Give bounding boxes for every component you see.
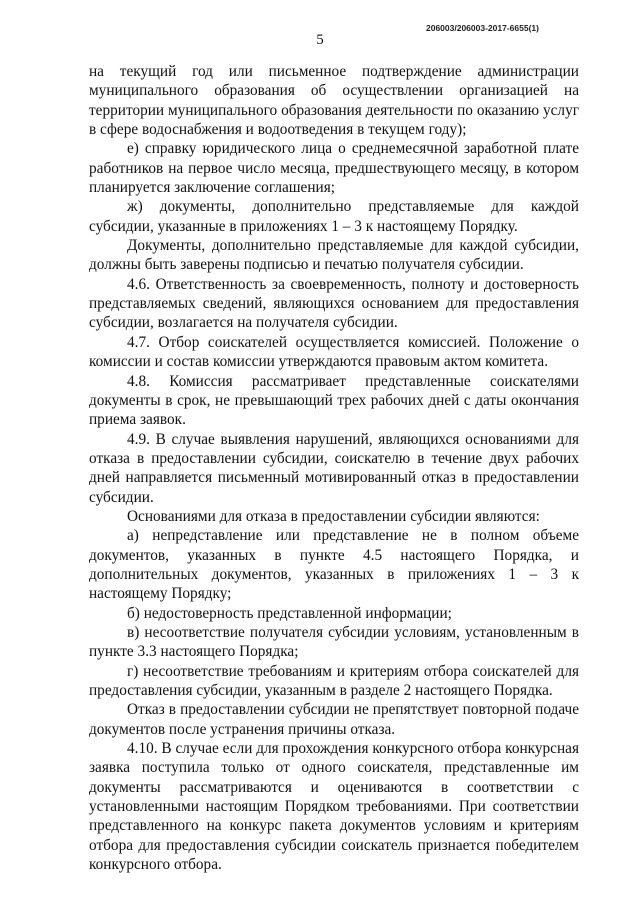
paragraph-continuation: на текущий год или письменное подтверждение администрации муниципального образования об осуществлении организацией на территории муниципального образования деятельности по оказанию услуг в сфере водоснабжения и водоотведения в текущем году); — [89, 63, 579, 139]
paragraph-4-6: 4.6. Ответственность за своевременность, полноту и достоверность представляемых сведений, являющихся основанием для предоставления субсидии, возлагается на получателя субсидии. — [89, 275, 579, 332]
page-number: 5 — [316, 32, 324, 48]
paragraph-resubmission: Отказ в предоставлении субсидии не препятствует повторной подаче документов после устранения причины отказа. — [89, 701, 579, 738]
paragraph-refusal-grounds: Основаниями для отказа в предоставлении субсидии являются: — [127, 507, 540, 525]
document-body — [89, 62, 579, 874]
paragraph-certification: Документы, дополнительно представляемые для каждой субсидии, должны быть заверены подписью и печатью получателя субсидии. — [89, 237, 579, 274]
paragraph-ground-a: а) непредставление или представление не в полном объеме документов, указанных в пункте 4.5 настоящего Порядка, и дополнительных документов, указанных в приложениях 1 – 3 к настоящему Порядку; — [89, 527, 579, 603]
paragraph-4-7: 4.7. Отбор соискателей осуществляется комиссией. Положение о комиссии и состав комиссии утверждаются правовым актом комитета. — [89, 333, 579, 371]
paragraph-ground-g: г) несоответствие требованиям и критериям отбора соискателей для предоставления субсидии, указанным в разделе 2 настоящего Порядка. — [89, 662, 579, 699]
paragraph-4-9: 4.9. В случае выявления нарушений, являющихся основаниями для отказа в предоставлении субсидии, соискателю в течение двух рабочих дней направляется письменный мотивированный отказ в предоставлении субсидии. — [89, 430, 579, 506]
paragraph-item-zh: ж) документы, дополнительно представляемые для каждой субсидии, указанные в приложениях 1 – 3 к настоящему Порядку. — [89, 198, 579, 235]
paragraph-item-e: е) справку юридического лица о среднемесячной заработной плате работников на первое число месяца, предшествующего месяцу, в котором планируется заключение соглашения; — [89, 140, 579, 197]
paragraph-4-8: 4.8. Комиссия рассматривает представленные соискателями документы в срок, не превышающий трех рабочих дней с даты окончания приема заявок. — [89, 372, 579, 429]
paragraph-ground-v: в) несоответствие получателя субсидии условиям, установленным в пункте 3.3 настоящего Порядка; — [89, 623, 579, 661]
paragraph-4-10: 4.10. В случае если для прохождения конкурсного отбора конкурсная заявка поступила только от одного соискателя, представленные им документы рассматриваются и оцениваются в соответствии с установленными настоящим Порядком требованиями. При соответствии представленного на конкурс пакета документов условиям и критериям отбора для предоставления субсидии соискатель признается победителем конкурсного отбора. — [89, 740, 579, 874]
paragraph-ground-b: б) недостоверность представленной информации; — [127, 604, 452, 622]
document-id: 206003/206003-2017-6655(1) — [426, 23, 539, 33]
